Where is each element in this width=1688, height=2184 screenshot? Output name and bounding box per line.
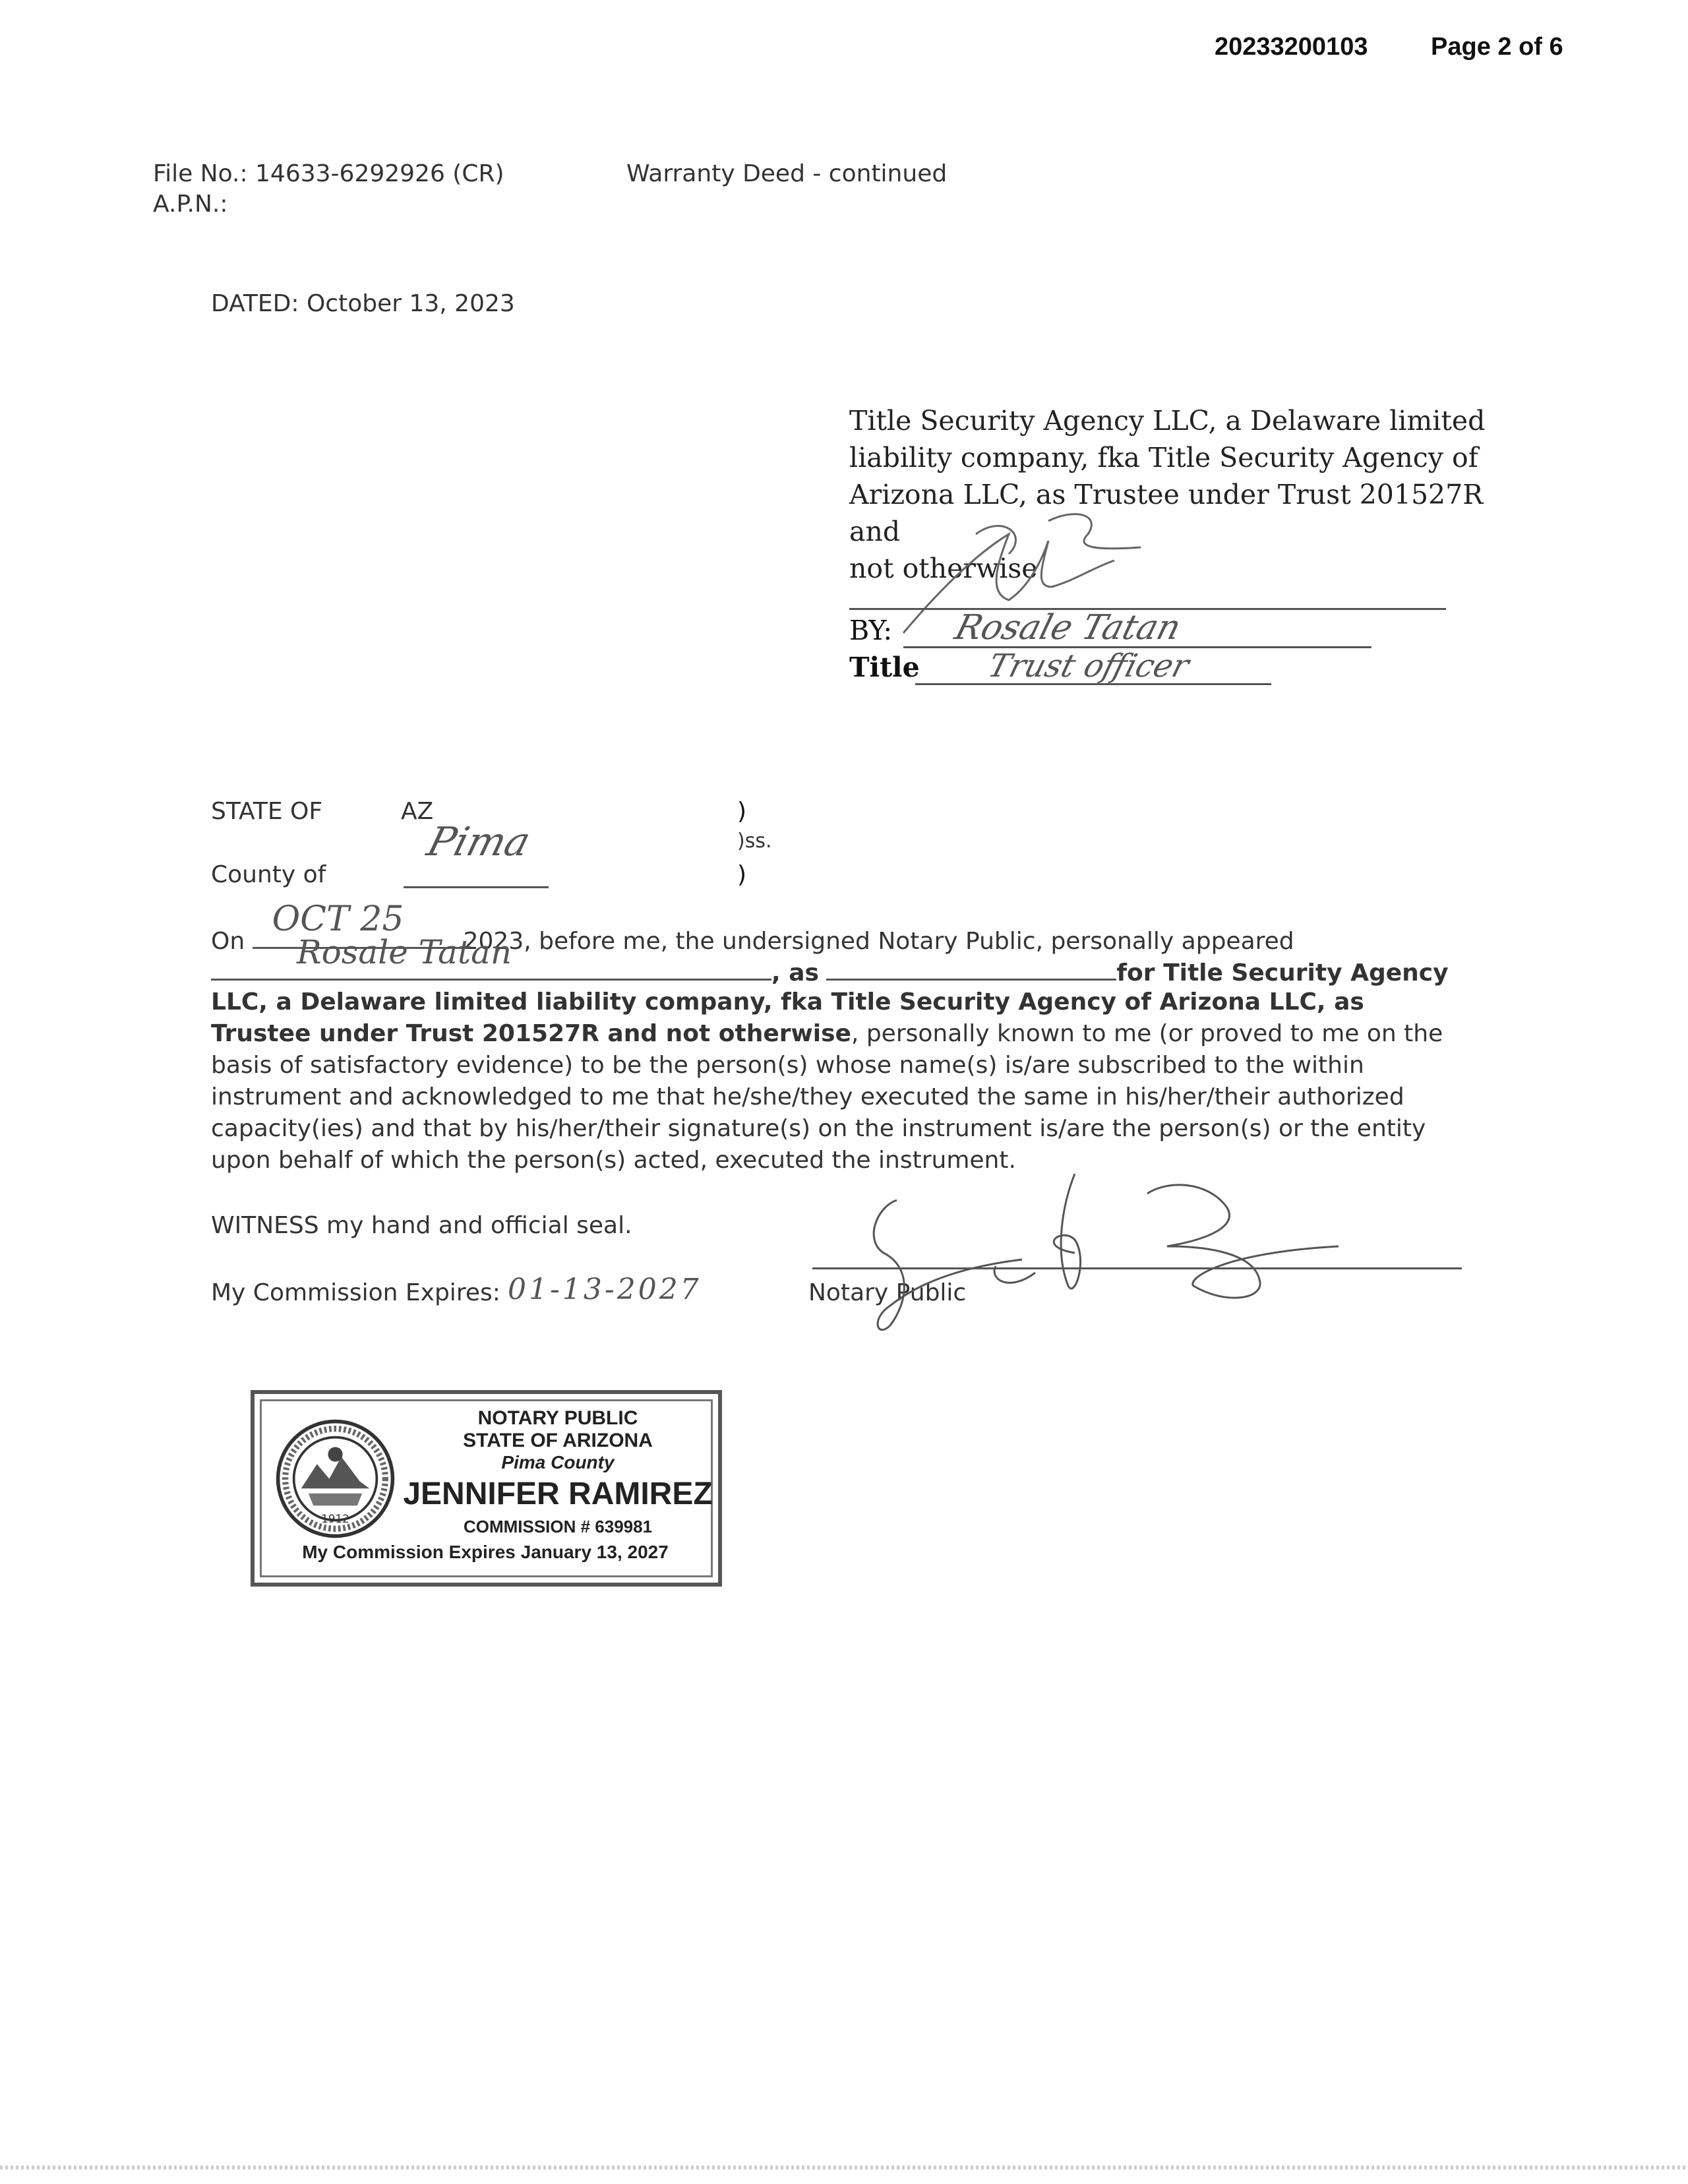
seal-line-3: Pima County	[501, 1452, 615, 1472]
on-label: On	[211, 928, 245, 955]
by-label: BY:	[849, 615, 893, 646]
ack-text-line-5: instrument and acknowledged to me that he/she/they executed the same in his/her/their authorized	[211, 1083, 1404, 1110]
notary-seal	[251, 1390, 722, 1587]
county-handwritten: Pima	[422, 819, 535, 865]
witness-line: WITNESS my hand and official seal.	[211, 1212, 632, 1239]
ack-bold-line-3: Trustee under Trust 201527R and not otherwise	[211, 1020, 851, 1047]
file-number: File No.: 14633-6292926 (CR)	[153, 160, 504, 187]
notary-signature-mark	[837, 1167, 1365, 1352]
ack-bold-line-2: LLC, a Delaware limited liability company, fka Title Security Agency of Arizona LLC, as	[211, 988, 1364, 1016]
capacity-blank	[826, 955, 1116, 981]
dated-line: DATED: October 13, 2023	[211, 290, 515, 317]
county-label: County of	[211, 861, 326, 888]
ack-text-line-4: basis of satisfactory evidence) to be the person(s) whose name(s) is/are subscribed to the within	[211, 1052, 1364, 1079]
svg-text:1912: 1912	[321, 1513, 349, 1526]
seal-line-6: My Commission Expires January 13, 2027	[302, 1542, 669, 1562]
by-signature: Rosale Tatan	[950, 608, 1186, 648]
state-seal-emblem	[274, 1418, 396, 1540]
county-line	[404, 886, 549, 888]
title-handwritten: Trust officer	[984, 648, 1193, 684]
scan-edge	[0, 2166, 1688, 2169]
name-handwritten: Rosale Tatan	[297, 933, 512, 971]
document-title: Warranty Deed - continued	[626, 160, 948, 187]
grantor-line: not otherwise	[849, 553, 1038, 584]
state-value: AZ	[401, 798, 434, 825]
seal-line-4: JENNIFER RAMIREZ	[403, 1476, 713, 1511]
seal-line-5: COMMISSION # 639981	[463, 1517, 653, 1536]
commission-handwritten: 01-13-2027	[508, 1273, 702, 1306]
ack-text-line-6: capacity(ies) and that by his/her/their signature(s) on the instrument is/are the person(s) or the entity	[211, 1115, 1426, 1142]
seal-line-2: STATE OF ARIZONA	[463, 1430, 653, 1451]
ack-text-1: 2023, before me, the undersigned Notary Public, personally appeared	[463, 928, 1294, 955]
venue-bracket-top: )	[737, 798, 747, 825]
as-label: , as	[771, 959, 819, 986]
state-label: STATE OF	[211, 798, 323, 825]
page-indicator: Page 2 of 6	[1431, 33, 1563, 61]
grantor-line: liability company, fka Title Security Agency of	[849, 442, 1478, 473]
ss-label: )ss.	[737, 830, 772, 853]
venue-bracket-bottom: )	[737, 861, 747, 888]
title-label: Title	[849, 652, 920, 683]
date-handwritten: OCT 25	[272, 899, 404, 939]
grantor-line: Arizona LLC, as Trustee under Trust 201527R and	[849, 479, 1484, 547]
notary-public-label: Notary Public	[808, 1279, 967, 1306]
apn-label: A.P.N.:	[153, 191, 228, 218]
for-text: for Title Security Agency	[1116, 959, 1449, 986]
ack-text-line-3: , personally known to me (or proved to me on the	[851, 1020, 1443, 1047]
grantor-line: Title Security Agency LLC, a Delaware limited	[849, 405, 1486, 437]
document-number: 20233200103	[1215, 33, 1368, 61]
ack-text-line-7: upon behalf of which the person(s) acted, executed the instrument.	[211, 1147, 1016, 1174]
seal-line-1: NOTARY PUBLIC	[477, 1407, 638, 1429]
commission-label: My Commission Expires:	[211, 1279, 500, 1306]
